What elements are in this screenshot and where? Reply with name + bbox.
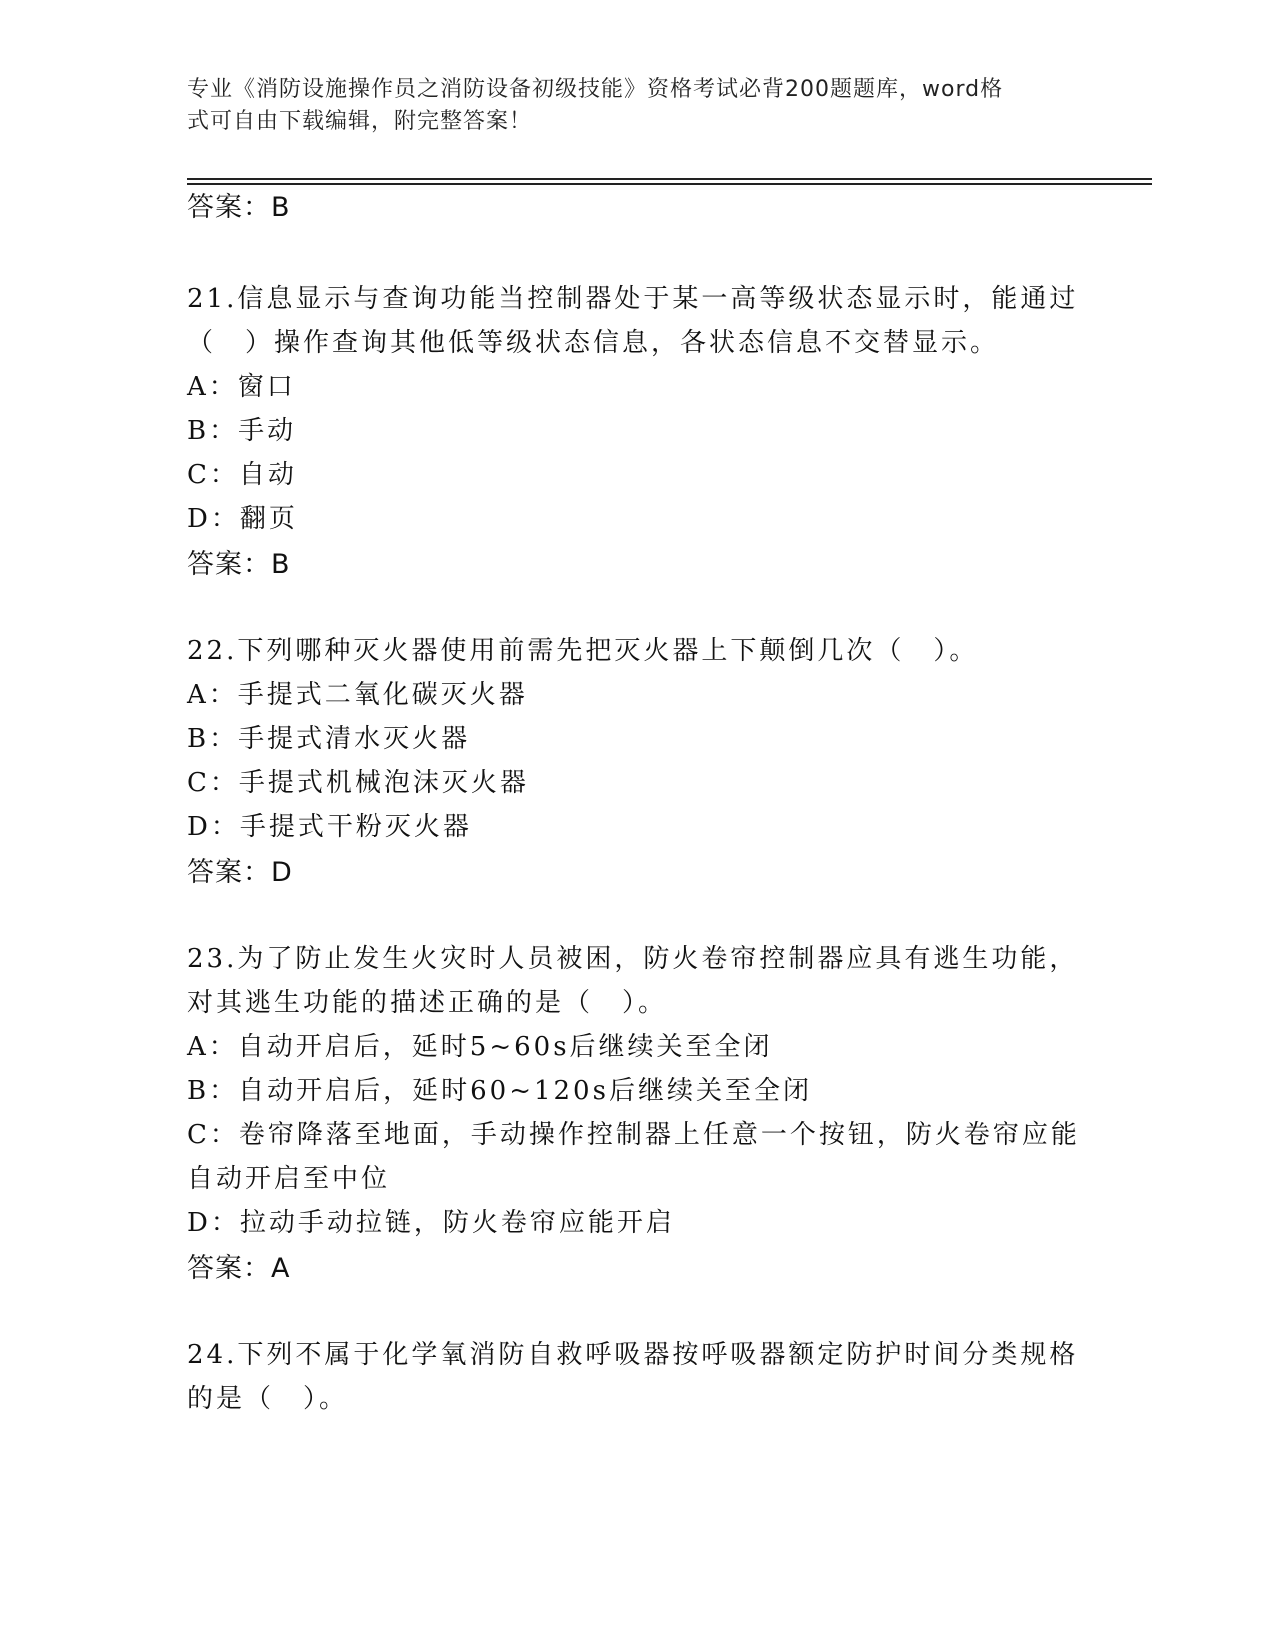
question-21-option-c: C：自动	[187, 460, 297, 490]
header-rule-top	[187, 178, 1152, 180]
question-22-option-d: D：手提式干粉灭火器	[187, 812, 472, 842]
answer-q23: 答案：A	[187, 1253, 291, 1284]
question-23-option-d: D：拉动手动拉链，防火卷帘应能开启	[187, 1208, 675, 1238]
question-23-option-a: A：自动开启后，延时5~60s后继续关至全闭	[187, 1032, 773, 1062]
question-23-option-c-line-2: 自动开启至中位	[187, 1164, 391, 1194]
question-21-option-a: A：窗口	[187, 372, 296, 402]
document-header	[187, 74, 1067, 138]
header-rule-bottom	[187, 183, 1152, 185]
question-22-option-c: C：手提式机械泡沫灭火器	[187, 768, 529, 798]
question-23-option-c-line-1: C：卷帘降落至地面，手动操作控制器上任意一个按钮，防火卷帘应能	[187, 1120, 1080, 1150]
question-24-stem-line-2: 的是（ ）。	[187, 1384, 349, 1414]
question-24-stem-line-1: 24.下列不属于化学氧消防自救呼吸器按呼吸器额定防护时间分类规格	[187, 1340, 1079, 1370]
question-22-option-a: A：手提式二氧化碳灭火器	[187, 680, 528, 710]
question-21-stem-line-2: （ ）操作查询其他低等级状态信息，各状态信息不交替显示。	[187, 328, 1000, 358]
question-21-stem-line-1: 21.信息显示与查询功能当控制器处于某一高等级状态显示时，能通过	[187, 284, 1079, 314]
question-23-stem-line-2: 对其逃生功能的描述正确的是（ ）。	[187, 988, 668, 1018]
question-22-option-b: B：手提式清水灭火器	[187, 724, 471, 754]
question-21-option-b: B：手动	[187, 416, 297, 446]
question-23-stem-line-1: 23.为了防止发生火灾时人员被困，防火卷帘控制器应具有逃生功能，	[187, 944, 1079, 974]
header-line-2: 式可自由下载编辑，附完整答案！	[187, 109, 533, 134]
question-23-option-b: B：自动开启后，延时60~120s后继续关至全闭	[187, 1076, 812, 1106]
answer-q21: 答案：B	[187, 549, 291, 580]
answer-q20: 答案：B	[187, 192, 291, 223]
answer-q22: 答案：D	[187, 857, 293, 888]
question-22-stem-line-1: 22.下列哪种灭火器使用前需先把灭火器上下颠倒几次（ ）。	[187, 636, 979, 666]
question-21-option-d: D：翻页	[187, 504, 298, 534]
header-line-1: 专业《消防设施操作员之消防设备初级技能》资格考试必背200题题库，word格	[187, 77, 1004, 102]
